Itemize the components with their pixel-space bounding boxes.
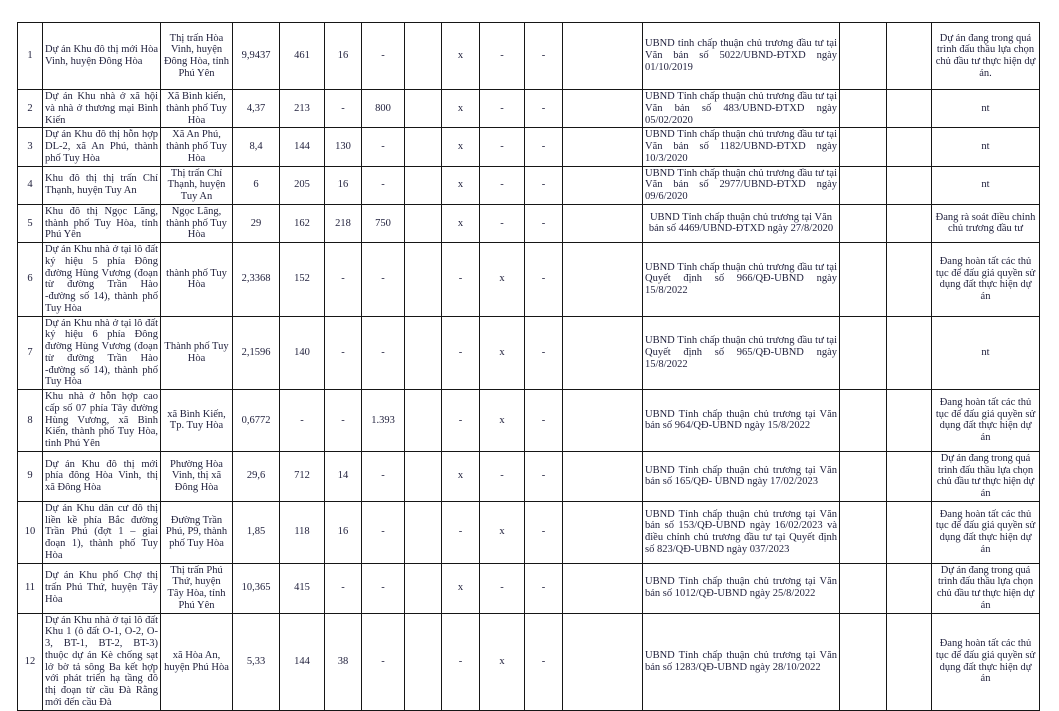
empty-cell (887, 501, 932, 563)
numeric-value: - (325, 243, 362, 317)
empty-cell (563, 451, 643, 501)
status-note: Đang hoàn tất các thủ tục để đấu giá quyền sử dụng đất thực hiện dự án (932, 501, 1040, 563)
legal-basis: UBND Tỉnh chấp thuận chủ trương tại Văn bản số 1012/QĐ-UBND ngày 25/8/2022 (643, 563, 840, 613)
area-value: 8,4 (233, 128, 280, 166)
legal-basis: UBND Tỉnh chấp thuận chủ trương đầu tư tại Quyết định số 965/QĐ-UBND ngày 15/8/2022 (643, 316, 840, 390)
numeric-value: 14 (325, 451, 362, 501)
status-note: Đang hoàn tất các thủ tục để đấu giá quyền sử dụng đất thực hiện dự án (932, 613, 1040, 710)
area-value: 9,9437 (233, 23, 280, 90)
row-index: 1 (18, 23, 43, 90)
empty-cell (887, 451, 932, 501)
empty-cell (405, 166, 442, 204)
project-name: Dự án Khu đô thị hỗn hợp DL-2, xã An Phú, thành phố Tuy Hòa (43, 128, 161, 166)
table-row (18, 316, 1040, 390)
row-index: 3 (18, 128, 43, 166)
empty-cell (887, 390, 932, 452)
table-row (18, 90, 1040, 128)
row-index: 5 (18, 204, 43, 242)
empty-cell (405, 563, 442, 613)
legal-basis: UBND Tỉnh chấp thuận chủ trương tại Văn bản số 964/QĐ-UBND ngày 15/8/2022 (643, 390, 840, 452)
empty-cell (887, 23, 932, 90)
units-value: 144 (280, 613, 325, 710)
empty-cell (563, 316, 643, 390)
mark-cell: - (442, 316, 480, 390)
table-row (18, 166, 1040, 204)
numeric-value: 130 (325, 128, 362, 166)
area-value: 29 (233, 204, 280, 242)
area-value: 1,85 (233, 501, 280, 563)
table-row (18, 128, 1040, 166)
numeric-value: - (362, 563, 405, 613)
area-value: 6 (233, 166, 280, 204)
row-index: 10 (18, 501, 43, 563)
numeric-value: 1.393 (362, 390, 405, 452)
table-row (18, 613, 1040, 710)
empty-cell (563, 243, 643, 317)
empty-cell (887, 166, 932, 204)
units-value: 415 (280, 563, 325, 613)
empty-cell (840, 613, 887, 710)
units-value: 118 (280, 501, 325, 563)
mark-cell: - (525, 563, 563, 613)
empty-cell (840, 501, 887, 563)
legal-basis: UBND Tỉnh chấp thuận chủ trương đầu tư tại Văn bản số 483/UBND-ĐTXD ngày 05/02/2020 (643, 90, 840, 128)
mark-cell: - (525, 613, 563, 710)
project-location: Thành phố Tuy Hòa (161, 316, 233, 390)
empty-cell (563, 563, 643, 613)
numeric-value: - (362, 166, 405, 204)
project-name: Dự án Khu nhà ở tại lô đất ký hiệu 6 phía Đông đường Hùng Vương (đoạn từ đường Trần Hào -đường số 14), thành phố Tuy Hòa (43, 316, 161, 390)
status-note: Dự án đang trong quá trình đấu thầu lựa chọn chủ đầu tư thực hiện dự án (932, 451, 1040, 501)
status-note: Đang rà soát điều chỉnh chủ trương đầu tư (932, 204, 1040, 242)
units-value: 140 (280, 316, 325, 390)
area-value: 2,1596 (233, 316, 280, 390)
numeric-value: 16 (325, 166, 362, 204)
empty-cell (887, 90, 932, 128)
mark-cell: - (525, 128, 563, 166)
mark-cell: - (525, 243, 563, 317)
status-note: Đang hoàn tất các thủ tục để đấu giá quyền sử dụng đất thực hiện dự án (932, 390, 1040, 452)
project-location: xã Hòa An, huyện Phú Hòa (161, 613, 233, 710)
status-note: Dự án đang trong quá trình đấu thầu lựa chọn chủ đầu tư thực hiện dự án (932, 563, 1040, 613)
table-row (18, 501, 1040, 563)
numeric-value: - (362, 128, 405, 166)
numeric-value: 218 (325, 204, 362, 242)
empty-cell (563, 90, 643, 128)
project-location: Thị trấn Hòa Vinh, huyện Đông Hòa, tỉnh Phú Yên (161, 23, 233, 90)
numeric-value: - (362, 451, 405, 501)
mark-cell: x (442, 563, 480, 613)
legal-basis: UBND Tỉnh chấp thuận chủ trương tại Văn bản số 153/QĐ-UBND ngày 16/02/2023 và điều chỉnh chủ trương đầu tư tại Quyết định số 823/QĐ-UBND ngày 037/2023 (643, 501, 840, 563)
project-location: Thị trấn Phú Thứ, huyện Tây Hòa, tỉnh Phú Yên (161, 563, 233, 613)
empty-cell (840, 204, 887, 242)
table-row (18, 563, 1040, 613)
project-name: Dự án Khu dân cư đô thị liền kề phía Bắc đường Trần Phú (đợt 1 – giai đoạn 1), thành phố Tuy Hòa (43, 501, 161, 563)
project-location: Phường Hòa Vinh, thị xã Đông Hòa (161, 451, 233, 501)
mark-cell: x (442, 90, 480, 128)
empty-cell (840, 451, 887, 501)
empty-cell (563, 166, 643, 204)
row-index: 6 (18, 243, 43, 317)
units-value: 213 (280, 90, 325, 128)
project-location: Thị trấn Chí Thạnh, huyện Tuy An (161, 166, 233, 204)
empty-cell (405, 451, 442, 501)
area-value: 29,6 (233, 451, 280, 501)
mark-cell: x (442, 166, 480, 204)
empty-cell (563, 204, 643, 242)
numeric-value: - (325, 316, 362, 390)
units-value: 162 (280, 204, 325, 242)
units-value: 205 (280, 166, 325, 204)
row-index: 12 (18, 613, 43, 710)
units-value: 144 (280, 128, 325, 166)
empty-cell (887, 613, 932, 710)
mark-cell: - (525, 23, 563, 90)
mark-cell: - (442, 243, 480, 317)
mark-cell: x (480, 501, 525, 563)
empty-cell (840, 128, 887, 166)
table-row (18, 390, 1040, 452)
row-index: 11 (18, 563, 43, 613)
empty-cell (887, 243, 932, 317)
table-row (18, 243, 1040, 317)
mark-cell: - (480, 563, 525, 613)
project-name: Dự án Khu nhà ở tại lô đất ký hiệu 5 phía Đông đường Hùng Vương (đoạn từ đường Trần Hào -đường số 14), thành phố Tuy Hòa (43, 243, 161, 317)
mark-cell: - (480, 166, 525, 204)
mark-cell: - (480, 128, 525, 166)
empty-cell (840, 90, 887, 128)
legal-basis: UBND Tỉnh chấp thuận chủ trương đầu tư tại Văn bản số 2977/UBND-ĐTXD ngày 09/6/2020 (643, 166, 840, 204)
project-location: Đường Trần Phú, P9, thành phố Tuy Hòa (161, 501, 233, 563)
status-note: nt (932, 128, 1040, 166)
mark-cell: - (480, 90, 525, 128)
project-location: Xã An Phú, thành phố Tuy Hòa (161, 128, 233, 166)
mark-cell: x (442, 204, 480, 242)
empty-cell (405, 390, 442, 452)
mark-cell: - (442, 613, 480, 710)
numeric-value: 750 (362, 204, 405, 242)
project-name: Dự án Khu nhà ở tại lô đất Khu 1 (ô đất O-1, O-2, O-3, BT-1, BT-2, BT-3) thuộc dự án Kè chống sạt lở bờ tả sông Ba kết hợp với phát triển hạ tầng đô thị đoạn từ cầu Đà Rằng mới đến cầu Đà (43, 613, 161, 710)
units-value: 152 (280, 243, 325, 317)
legal-basis: UBND Tỉnh chấp thuận chủ trương tại Văn bản số 1283/QĐ-UBND ngày 28/10/2022 (643, 613, 840, 710)
status-note: nt (932, 166, 1040, 204)
status-note: Đang hoàn tất các thủ tục để đấu giá quyền sử dụng đất thực hiện dự án (932, 243, 1040, 317)
project-name: Dự án Khu đô thị mới phía đông Hòa Vinh, thị xã Đông Hòa (43, 451, 161, 501)
mark-cell: - (525, 316, 563, 390)
mark-cell: x (480, 243, 525, 317)
area-value: 4,37 (233, 90, 280, 128)
mark-cell: x (480, 316, 525, 390)
empty-cell (405, 204, 442, 242)
numeric-value: - (362, 316, 405, 390)
empty-cell (405, 316, 442, 390)
empty-cell (887, 128, 932, 166)
table-row (18, 23, 1040, 90)
row-index: 7 (18, 316, 43, 390)
empty-cell (840, 390, 887, 452)
projects-table (17, 22, 1040, 711)
mark-cell: - (525, 204, 563, 242)
empty-cell (840, 316, 887, 390)
project-name: Dự án Khu đô thị mới Hòa Vinh, huyện Đông Hòa (43, 23, 161, 90)
numeric-value: - (362, 613, 405, 710)
status-note: nt (932, 90, 1040, 128)
row-index: 8 (18, 390, 43, 452)
table-row (18, 451, 1040, 501)
mark-cell: x (442, 128, 480, 166)
mark-cell: x (442, 451, 480, 501)
empty-cell (563, 128, 643, 166)
empty-cell (887, 316, 932, 390)
numeric-value: - (362, 23, 405, 90)
project-name: Khu đô thị Ngọc Lãng, thành phố Tuy Hòa, tỉnh Phú Yên (43, 204, 161, 242)
area-value: 0,6772 (233, 390, 280, 452)
empty-cell (840, 166, 887, 204)
mark-cell: x (480, 390, 525, 452)
numeric-value: - (362, 501, 405, 563)
mark-cell: - (525, 90, 563, 128)
empty-cell (405, 243, 442, 317)
empty-cell (405, 23, 442, 90)
empty-cell (840, 563, 887, 613)
project-name: Dự án Khu phố Chợ thị trấn Phú Thứ, huyện Tây Hòa (43, 563, 161, 613)
area-value: 10,365 (233, 563, 280, 613)
mark-cell: - (442, 390, 480, 452)
mark-cell: - (525, 451, 563, 501)
mark-cell: - (525, 501, 563, 563)
empty-cell (405, 90, 442, 128)
area-value: 2,3368 (233, 243, 280, 317)
project-location: xã Bình Kiến, Tp. Tuy Hòa (161, 390, 233, 452)
table-row (18, 204, 1040, 242)
status-note: nt (932, 316, 1040, 390)
empty-cell (840, 243, 887, 317)
numeric-value: - (362, 243, 405, 317)
mark-cell: x (442, 23, 480, 90)
status-note: Dự án đang trong quá trình đấu thầu lựa chọn chủ đầu tư thực hiện dự án. (932, 23, 1040, 90)
mark-cell: - (525, 390, 563, 452)
table-body (18, 23, 1040, 711)
project-location: Ngọc Lãng, thành phố Tuy Hòa (161, 204, 233, 242)
numeric-value: 800 (362, 90, 405, 128)
empty-cell (563, 501, 643, 563)
project-name: Khu đô thị thị trấn Chí Thạnh, huyện Tuy An (43, 166, 161, 204)
empty-cell (405, 613, 442, 710)
mark-cell: x (480, 613, 525, 710)
empty-cell (405, 501, 442, 563)
empty-cell (840, 23, 887, 90)
area-value: 5,33 (233, 613, 280, 710)
mark-cell: - (480, 451, 525, 501)
numeric-value: 38 (325, 613, 362, 710)
numeric-value: - (325, 90, 362, 128)
empty-cell (887, 204, 932, 242)
empty-cell (563, 390, 643, 452)
legal-basis: UBND Tỉnh chấp thuận chủ trương tại Văn bản số 4469/UBND-ĐTXD ngày 27/8/2020 (643, 204, 840, 242)
numeric-value: 16 (325, 23, 362, 90)
mark-cell: - (442, 501, 480, 563)
empty-cell (405, 128, 442, 166)
numeric-value: - (325, 390, 362, 452)
mark-cell: - (480, 204, 525, 242)
project-location: thành phố Tuy Hòa (161, 243, 233, 317)
legal-basis: UBND Tỉnh chấp thuận chủ trương đầu tư tại Quyết định số 966/QĐ-UBND ngày 15/8/2022 (643, 243, 840, 317)
empty-cell (563, 613, 643, 710)
empty-cell (887, 563, 932, 613)
project-location: Xã Bình kiến, thành phố Tuy Hòa (161, 90, 233, 128)
legal-basis: UBND tỉnh chấp thuận chủ trương đầu tư tại Văn bản số 5022/UBND-ĐTXD ngày 01/10/2019 (643, 23, 840, 90)
numeric-value: 16 (325, 501, 362, 563)
project-name: Khu nhà ở hỗn hợp cao cấp số 07 phía Tây đường Hùng Vương, xã Bình Kiến, thành phố Tuy Hòa, tỉnh Phú Yên (43, 390, 161, 452)
legal-basis: UBND Tỉnh chấp thuận chủ trương tại Văn bản số 165/QĐ- UBND ngày 17/02/2023 (643, 451, 840, 501)
project-name: Dự án Khu nhà ở xã hội và nhà ở thương mại Bình Kiến (43, 90, 161, 128)
units-value: 461 (280, 23, 325, 90)
row-index: 9 (18, 451, 43, 501)
legal-basis: UBND Tỉnh chấp thuận chủ trương đầu tư tại Văn bản số 1182/UBND-ĐTXD ngày 10/3/2020 (643, 128, 840, 166)
empty-cell (563, 23, 643, 90)
mark-cell: - (525, 166, 563, 204)
row-index: 4 (18, 166, 43, 204)
units-value: - (280, 390, 325, 452)
mark-cell: - (480, 23, 525, 90)
row-index: 2 (18, 90, 43, 128)
units-value: 712 (280, 451, 325, 501)
numeric-value: - (325, 563, 362, 613)
